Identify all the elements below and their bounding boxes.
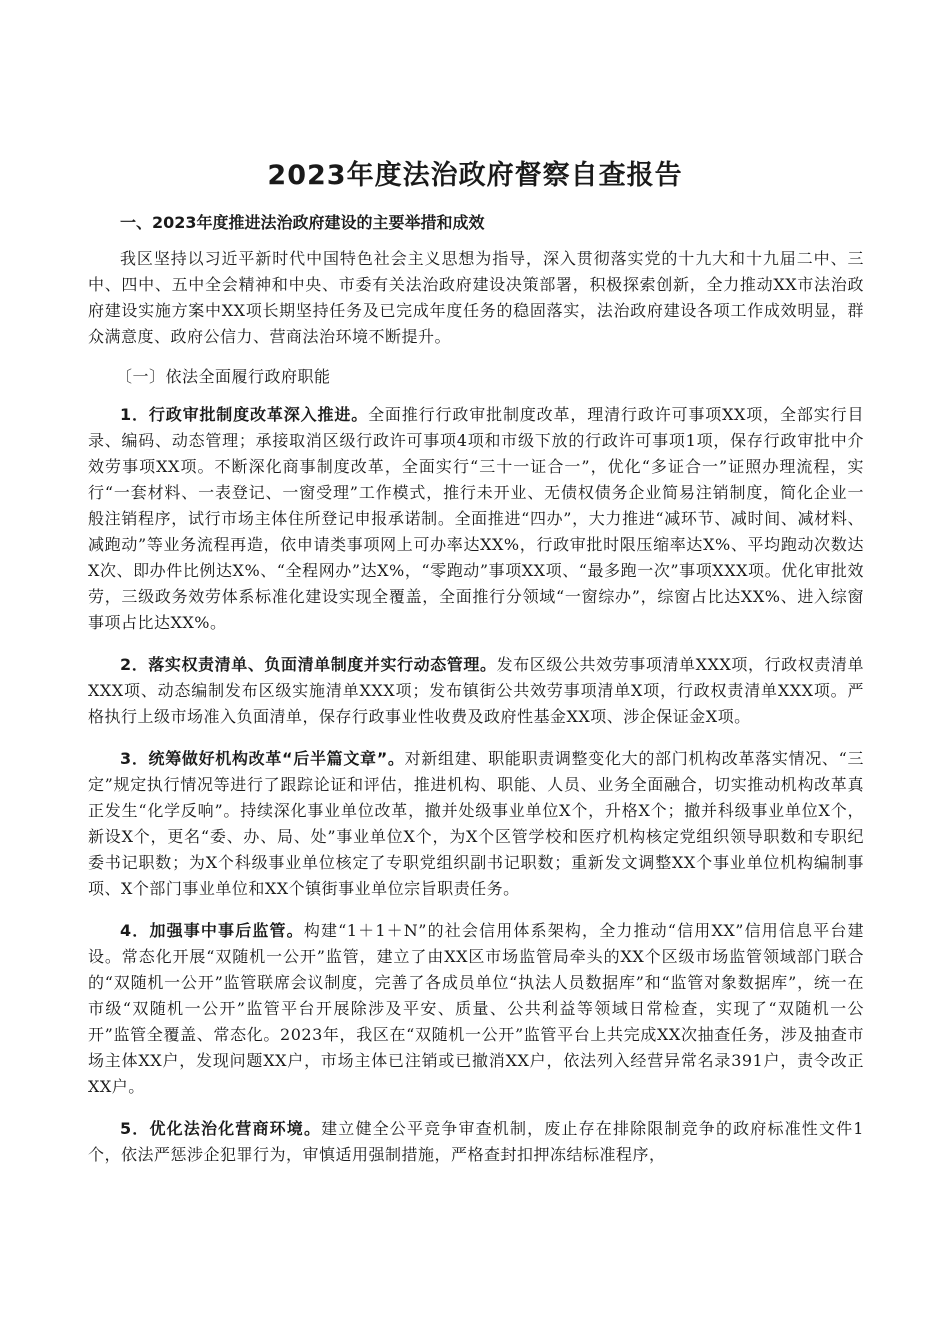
intro-paragraph: 我区坚持以习近平新时代中国特色社会主义思想为指导，深入贯彻落实党的十九大和十九届二中、三中、四中、五中全会精神和中央、市委有关法治政府建设决策部署，积极探索创新，全力推动XX市法治政府建设实施方案中XX项长期坚持任务及已完成年度任务的稳固落实，法治政府建设各项工作成效明显，群众满意度、政府公信力、营商法治环境不断提升。 — [88, 249, 864, 346]
item-lead-2: 2．落实权责清单、负面清单制度并实行动态管理。 — [120, 655, 497, 674]
item-text-5: 建立健全公平竞争审查机制，废止存在排除限制竞争的政府标准性文件1个，依法严惩涉企犯罪行为，审慎适用强制措施，严格查封扣押冻结标准程序， — [88, 1119, 864, 1164]
item-lead-4: 4．加强事中事后监管。 — [120, 921, 304, 940]
item-paragraph-4 — [88, 918, 864, 1100]
item-text-2: 发布区级公共效劳事项清单XXX项，行政权责清单XXX项、动态编制发布区级实施清单XXX项；发布镇街公共效劳事项清单X项，行政权责清单XXX项。严格执行上级市场准入负面清单，保存行政事业性收费及政府性基金XX项、涉企保证金X项。 — [88, 655, 864, 726]
report-title: 2023年度法治政府督察自查报告 — [267, 160, 683, 191]
section-heading: 一、2023年度推进法治政府建设的主要举措和成效 — [120, 213, 485, 232]
subsection-heading: 〔一〕依法全面履行政府职能 — [116, 367, 331, 386]
item-paragraph-2 — [88, 652, 864, 730]
item-lead-3: 3．统筹做好机构改革“后半篇文章”。 — [120, 749, 405, 768]
item-paragraph-3 — [88, 746, 864, 902]
item-paragraph-1 — [88, 402, 864, 636]
item-text-3: 对新组建、职能职责调整变化大的部门机构改革落实情况、“三定”规定执行情况等进行了跟踪论证和评估，推进机构、职能、人员、业务全面融合，切实推动机构改革真正发生“化学反响”。持续深化事业单位改革，撤并处级事业单位X个，升格X个；撤并科级事业单位X个，新设X个，更名“委、办、局、处”事业单位X个，为X个区管学校和医疗机构核定党组织领导职数和专职纪委书记职数；为X个科级事业单位核定了专职党组织副书记职数；重新发文调整XX个事业单位机构编制事项、X个部门事业单位和XX个镇街事业单位宗旨职责任务。 — [88, 749, 864, 898]
item-text-4: 构建“1＋1＋N”的社会信用体系架构，全力推动“信用XX”信用信息平台建设。常态化开展“双随机一公开”监管，建立了由XX区市场监管局牵头的XX个区级市场监管领域部门联合的“双随机一公开”监管联席会议制度，完善了各成员单位“执法人员数据库”和“监管对象数据库”，统一在市级“双随机一公开”监管平台开展除涉及平安、质量、公共利益等领域日常检查，实现了“双随机一公开”监管全覆盖、常态化。2023年，我区在“双随机一公开”监管平台上共完成XX次抽查任务，涉及抽查市场主体XX户，发现问题XX户，市场主体已注销或已撤消XX户，依法列入经营异常名录391户，责令改正XX户。 — [88, 921, 864, 1096]
item-lead-1: 1．行政审批制度改革深入推进。 — [120, 405, 369, 424]
item-paragraph-5 — [88, 1116, 864, 1168]
item-lead-5: 5．优化法治化营商环境。 — [120, 1119, 322, 1138]
report-body — [88, 210, 864, 1176]
item-text-1: 全面推行行政审批制度改革，理清行政许可事项XX项，全部实行目录、编码、动态管理；承接取消区级行政许可事项4项和市级下放的行政许可事项1项，保存行政审批中介效劳事项XX项。不断深化商事制度改革，全面实行“三十一证合一”，优化“多证合一”证照办理流程，实行“一套材料、一表登记、一窗受理”工作模式，推行未开业、无债权债务企业简易注销制度，简化企业一般注销程序，试行市场主体住所登记申报承诺制。全面推进“四办”，大力推进“减环节、减时间、减材料、减跑动”等业务流程再造，依申请类事项网上可办率达XX%，行政审批时限压缩率达X%、平均跑动次数达X次、即办件比例达X%、“全程网办”达X%，“零跑动”事项XX项、“最多跑一次”事项XXX项。优化审批效劳，三级政务效劳体系标准化建设实现全覆盖，全面推行分领域“一窗综办”，综窗占比达XX%、进入综窗事项占比达XX%。 — [88, 405, 864, 632]
